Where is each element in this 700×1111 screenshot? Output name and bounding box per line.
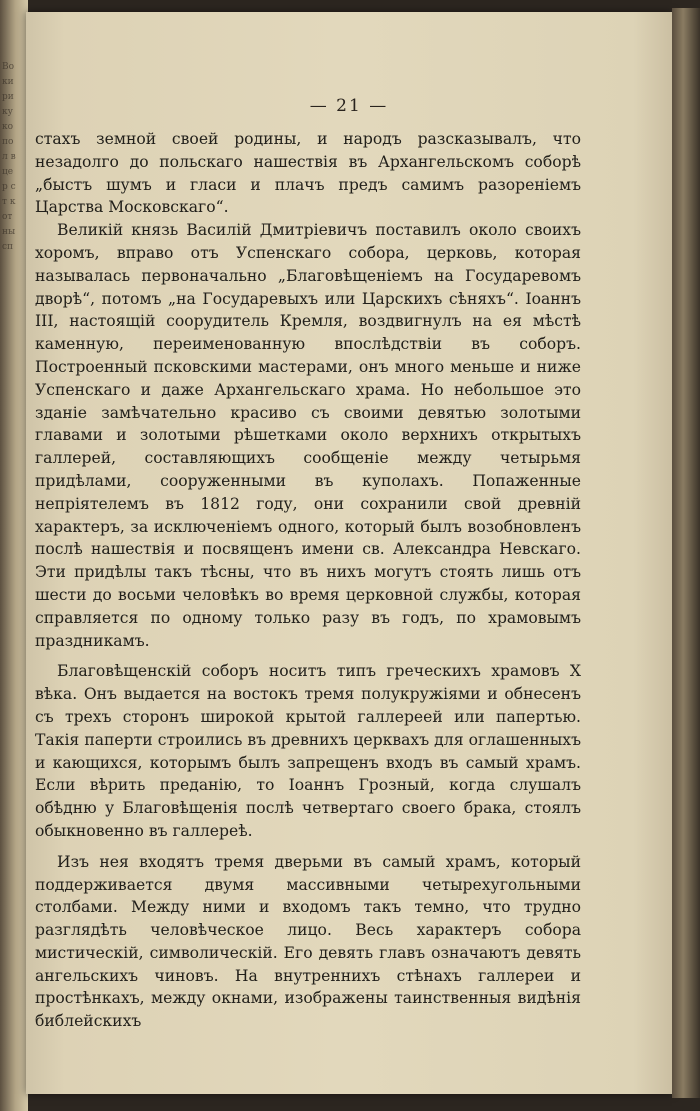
page-number: — 21 —	[309, 96, 389, 116]
book-page	[26, 12, 672, 1094]
paragraph-3: Благовѣщенскій соборъ носитъ типъ греческихъ храмовъ X вѣка. Онъ выдается на востокъ тремя полукружіями и обнесенъ съ трехъ сторонъ широкой крытой галлереей или папертью. Такія паперти строились въ древнихъ церквахъ для оглашенныхъ и кающихся, которымъ былъ запрещенъ входъ въ самый храмъ. Если вѣрить преданію, то Іоаннъ Грозный, когда слушалъ обѣдню у Благовѣщенія послѣ четвертаго своего брака, стоялъ обыкновенно въ галлереѣ.	[35, 662, 581, 840]
page-stack-edge	[672, 8, 700, 1098]
paragraph-4: Изъ нея входятъ тремя дверьми въ самый храмъ, который поддерживается двумя массивными четырехугольными столбами. Между ними и входомъ такъ темно, что трудно разглядѣть человѣческое лицо. Весь характеръ собора мистическій, символическій. Его девять главъ означаютъ девять ангельскихъ чиновъ. На внутреннихъ стѣнахъ галлереи и простѣнкахъ, между окнами, изображены таинственныя видѣнія библейскихъ	[35, 852, 581, 1031]
left-page-edge	[0, 0, 28, 1111]
paragraph-1: стахъ земной своей родины, и народъ разсказывалъ, что незадолго до польскаго нашествія въ Архангельскомъ соборѣ „быстъ шумъ и гласи и плачъ предъ самимъ разореніемъ Царства Московскаго“.	[35, 130, 581, 217]
left-page-margin-fragments: Во ки ри ку ко пол в цер ст кот ны сп	[2, 62, 16, 252]
page-body-text	[35, 128, 581, 1033]
paragraph-2: Великій князь Василій Дмитріевичъ поставилъ около своихъ хоромъ, вправо отъ Успенскаго собора, церковь, которая называлась первоначально „Благовѣщеніемъ на Государевомъ дворѣ“, потомъ „на Государевыхъ или Царскихъ сѣняхъ“. Іоаннъ III, настоящій соорудитель Кремля, воздвигнулъ на ея мѣстѣ каменную, переименованную впослѣдствіи въ соборъ. Построенный псковскими мастерами, онъ много меньше и ниже Успенскаго и даже Архангельскаго храма. Но небольшое это зданіе замѣчательно красиво съ своими девятью золотыми главами и золотыми рѣшетками около верхнихъ открытыхъ галлерей, составляющихъ сообщеніе между четырьмя придѣлами, сооруженными въ куполахъ. Попаженные непріятелемъ въ 1812 году, они сохранили свой древній характеръ, за исключеніемъ одного, который былъ возобновленъ послѣ нашествія и посвященъ имени св. Александра Невскаго. Эти придѣлы такъ тѣсны, что въ нихъ могутъ стоять лишь отъ шести до восьми человѣкъ во время церковной службы, которая справляется по одному только разу въ годъ, по храмовымъ праздникамъ.	[35, 221, 581, 650]
